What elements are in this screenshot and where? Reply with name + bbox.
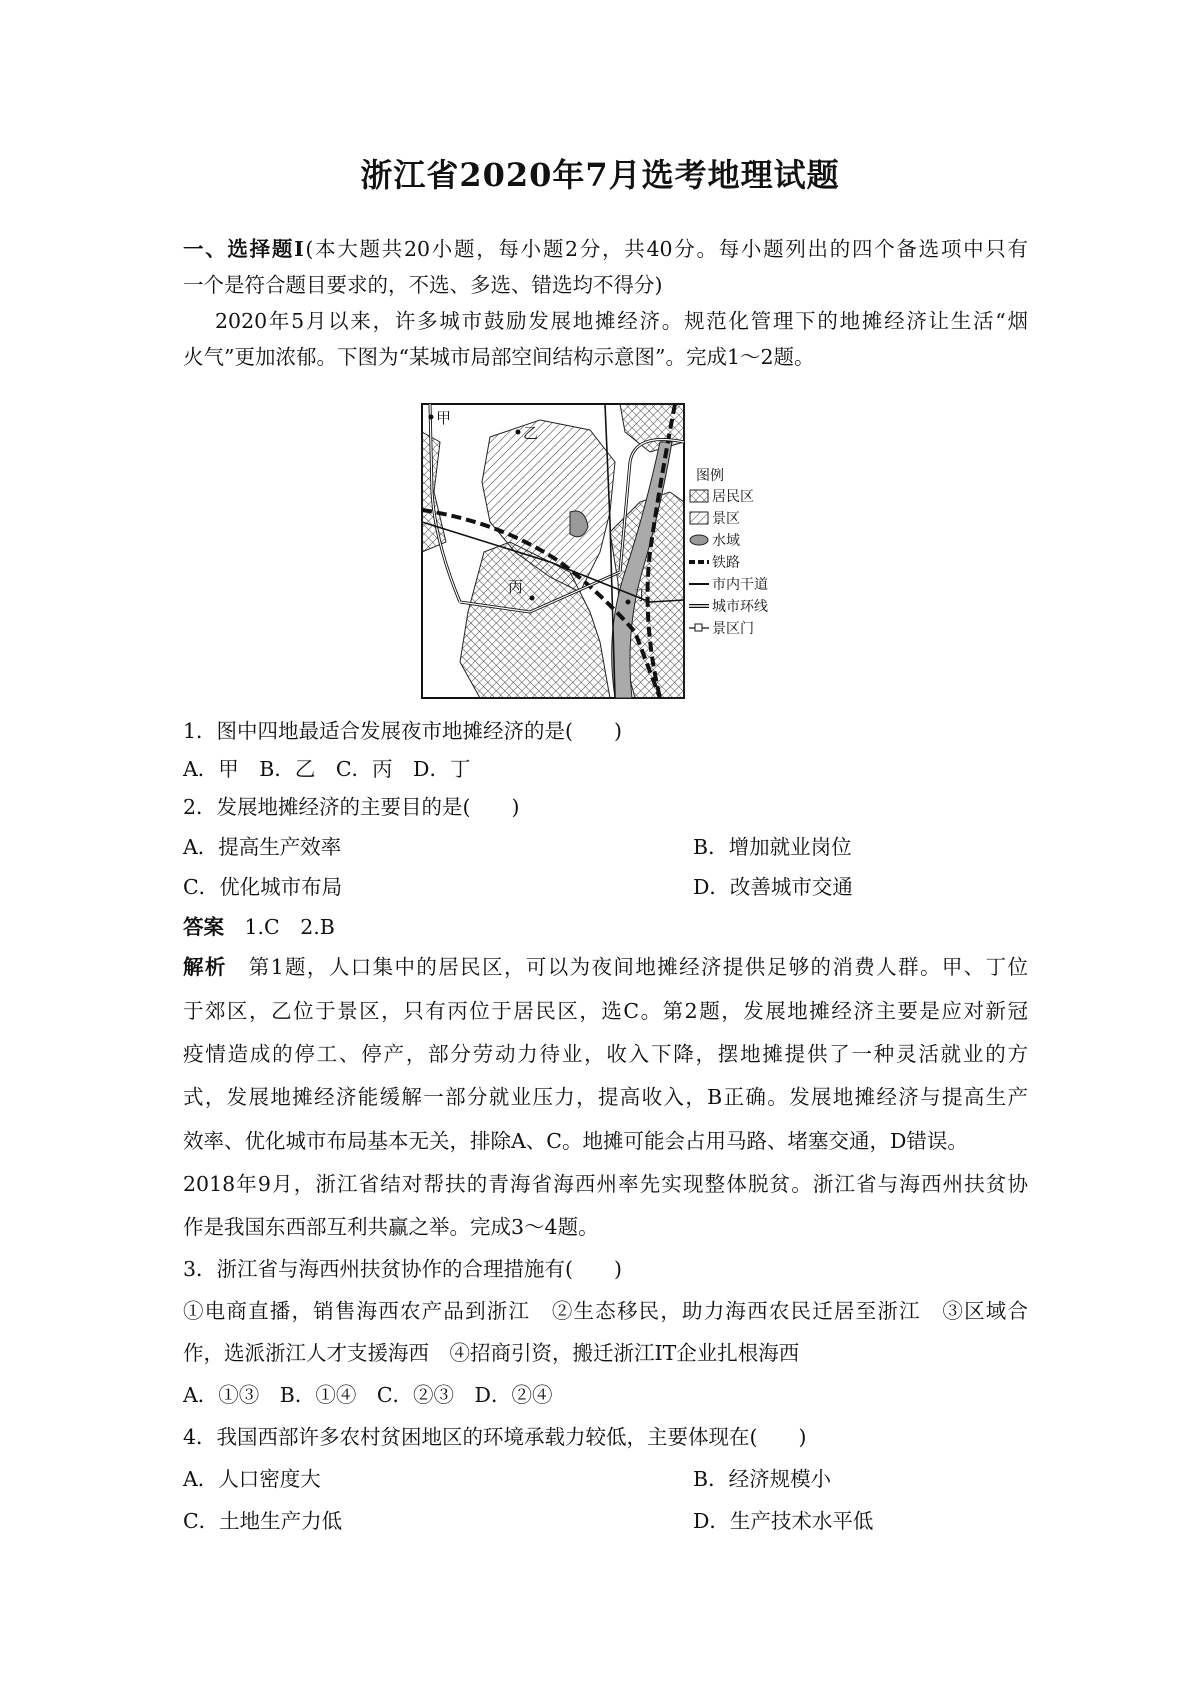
legend-title: 图例 (696, 468, 724, 484)
q4-option-d: D．生产技术水平低 (693, 1509, 874, 1533)
answer-text: 1.C 2.B (244, 915, 335, 939)
q2-option-d: D．改善城市交通 (693, 875, 853, 899)
place-dot-bing (530, 596, 535, 601)
q4-row-2 (183, 1506, 1028, 1536)
q3-stem: 3．浙江省与海西州扶贫协作的合理措施有( ) (183, 1257, 623, 1281)
q2-option-b: B．增加就业岗位 (693, 835, 852, 859)
analysis-text-1: 第1题，人口集中的居民区，可以为夜间地摊经济提供足够的消费人群。甲、丁位 (248, 955, 1029, 979)
legend-scenic-gate (689, 621, 754, 637)
page-title: 浙江省2020年7月选考地理试题 (360, 156, 840, 194)
answer-line (183, 912, 1028, 942)
q2-option-a: A．提高生产效率 (183, 835, 342, 859)
svg-text:铁路: 铁路 (712, 555, 740, 571)
analysis-line-5: 效率、优化城市布局基本无关，排除A、C。地摊可能会占用马路、堵塞交通，D错误。 (183, 1129, 968, 1153)
q1-options: A．甲 B．乙 C．丙 D．丁 (183, 757, 471, 781)
legend-water (690, 532, 740, 549)
legend-ring-road (689, 598, 768, 615)
q1-stem: 1．图中四地最适合发展夜市地摊经济的是( ) (183, 719, 623, 743)
place-label-ding: 丁 (634, 586, 650, 604)
place-dot-jia (429, 415, 434, 420)
legend-scenic (690, 511, 740, 527)
section-header (183, 234, 1028, 264)
analysis-line-2: 于郊区，乙位于景区，只有丙位于居民区，选C。第2题，发展地摊经济主要是应对新冠 (183, 999, 1028, 1023)
svg-text:城市环线: 城市环线 (712, 599, 768, 615)
svg-text:市内干道: 市内干道 (712, 577, 768, 593)
place-dot-ding (626, 600, 631, 605)
city-structure-map (420, 402, 790, 702)
place-label-yi: 乙 (523, 424, 539, 442)
section-label: 一、选择题Ⅰ (183, 237, 306, 261)
q4-option-c: C．土地生产力低 (183, 1509, 343, 1533)
q4-stem: 4．我国西部许多农村贫困地区的环境承载力较低，主要体现在( ) (183, 1425, 807, 1449)
q2-row-1 (183, 832, 1028, 862)
svg-text:景区: 景区 (712, 511, 740, 527)
q3-options: A．①③ B．①④ C．②③ D．②④ (183, 1383, 553, 1407)
q2-row-2 (183, 872, 1028, 902)
analysis-line-3: 疫情造成的停工、停产，部分劳动力待业，收入下降，摆地摊提供了一种灵活就业的方 (183, 1042, 1028, 1066)
analysis-line-1 (183, 952, 1028, 982)
legend-residential (690, 489, 754, 505)
q3-choices-line-2: 作，选派浙江人才支援海西 ④招商引资，搬迁浙江IT企业扎根海西 (183, 1341, 800, 1365)
section-desc-1: (本大题共20小题，每小题2分，共40分。每小题列出的四个备选项中只有 (305, 237, 1028, 261)
svg-text:景区门: 景区门 (712, 621, 754, 637)
material-1-line-1: 2020年5月以来，许多城市鼓励发展地摊经济。规范化管理下的地摊经济让生活“烟 (215, 309, 1028, 333)
svg-text:水域: 水域 (712, 533, 740, 549)
legend-main-road (689, 576, 768, 593)
analysis-label: 解析 (183, 955, 227, 979)
answer-label: 答案 (183, 915, 224, 939)
place-dot-yi (516, 430, 521, 435)
material-2-line-1: 2018年9月，浙江省结对帮扶的青海省海西州率先实现整体脱贫。浙江省与海西州扶贫协 (183, 1172, 1028, 1196)
svg-text:居民区: 居民区 (712, 489, 754, 505)
q4-row-1 (183, 1464, 1028, 1494)
material-1-line-2: 火气”更加浓郁。下图为“某城市局部空间结构示意图”。完成1～2题。 (183, 345, 815, 369)
legend-railway (689, 554, 740, 571)
place-label-bing: 丙 (508, 578, 524, 596)
section-desc-2: 一个是符合题目要求的，不选、多选、错选均不得分) (183, 273, 663, 297)
q2-stem: 2．发展地摊经济的主要目的是( ) (183, 795, 520, 819)
q3-choices-line-1: ①电商直播，销售海西农产品到浙江 ②生态移民，助力海西农民迁居至浙江 ③区域合 (183, 1299, 1028, 1323)
place-label-jia: 甲 (436, 409, 452, 427)
q2-option-c: C．优化城市布局 (183, 875, 343, 899)
q4-option-a: A．人口密度大 (183, 1467, 321, 1491)
analysis-line-4: 式，发展地摊经济能缓解一部分就业压力，提高收入，B正确。发展地摊经济与提高生产 (183, 1085, 1028, 1109)
material-2-line-2: 作是我国东西部互利共赢之举。完成3～4题。 (183, 1215, 599, 1239)
q4-option-b: B．经济规模小 (693, 1467, 832, 1491)
